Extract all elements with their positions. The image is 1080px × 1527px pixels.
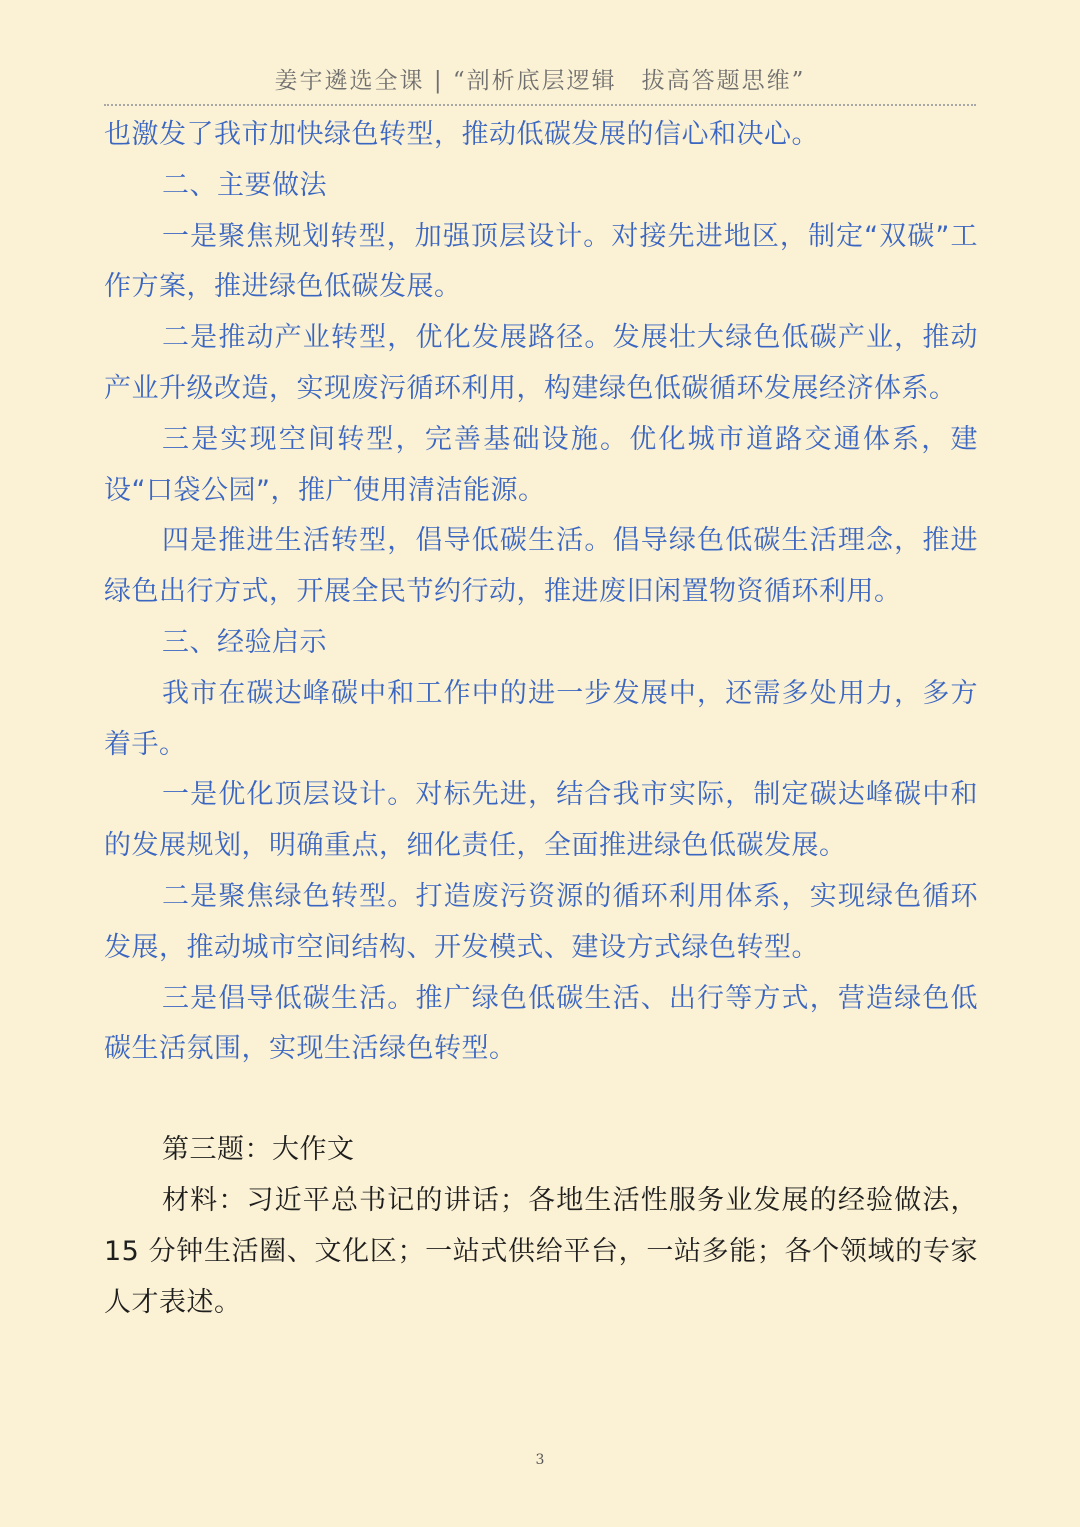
page-header: 姜宇遴选全课 | “剖析底层逻辑 拔高答题思维” — [104, 64, 976, 106]
page-number: 3 — [535, 1452, 545, 1468]
paragraph: 三是实现空间转型，完善基础设施。优化城市道路交通体系，建设“口袋公园”，推广使用清洁能源。 — [104, 423, 978, 506]
paragraph: 也激发了我市加快绿色转型，推动低碳发展的信心和决心。 — [104, 119, 819, 150]
section-heading: 二、主要做法 — [162, 169, 327, 201]
paragraph: 我市在碳达峰碳中和工作中的进一步发展中，还需多处用力，多方着手。 — [104, 677, 978, 760]
paragraph: 二是聚焦绿色转型。打造废污资源的循环利用体系，实现绿色循环发展，推动城市空间结构、开发模式、建设方式绿色转型。 — [104, 880, 978, 963]
blank-gap — [104, 1075, 978, 1125]
paragraph: 二是推动产业转型，优化发展路径。发展壮大绿色低碳产业，推动产业升级改造，实现废污循环利用，构建绿色低碳循环发展经济体系。 — [104, 322, 978, 404]
paragraph: 一是聚焦规划转型，加强顶层设计。对接先进地区，制定“双碳”工作方案，推进绿色低碳发展。 — [104, 220, 978, 303]
question-heading: 第三题：大作文 — [162, 1134, 355, 1166]
page-content — [104, 110, 978, 1328]
paragraph: 三是倡导低碳生活。推广绿色低碳生活、出行等方式，营造绿色低碳生活氛围，实现生活绿色转型。 — [104, 982, 978, 1065]
section-heading: 三、经验启示 — [162, 626, 327, 658]
paragraph: 一是优化顶层设计。对标先进，结合我市实际，制定碳达峰碳中和的发展规划，明确重点，细化责任，全面推进绿色低碳发展。 — [104, 779, 978, 862]
paragraph: 四是推进生活转型，倡导低碳生活。倡导绿色低碳生活理念，推进绿色出行方式，开展全民节约行动，推进废旧闲置物资循环利用。 — [104, 525, 978, 608]
material-paragraph: 材料：习近平总书记的讲话；各地生活性服务业发展的经验做法，15 分钟生活圈、文化区；一站式供给平台，一站多能；各个领域的专家人才表述。 — [104, 1184, 978, 1318]
